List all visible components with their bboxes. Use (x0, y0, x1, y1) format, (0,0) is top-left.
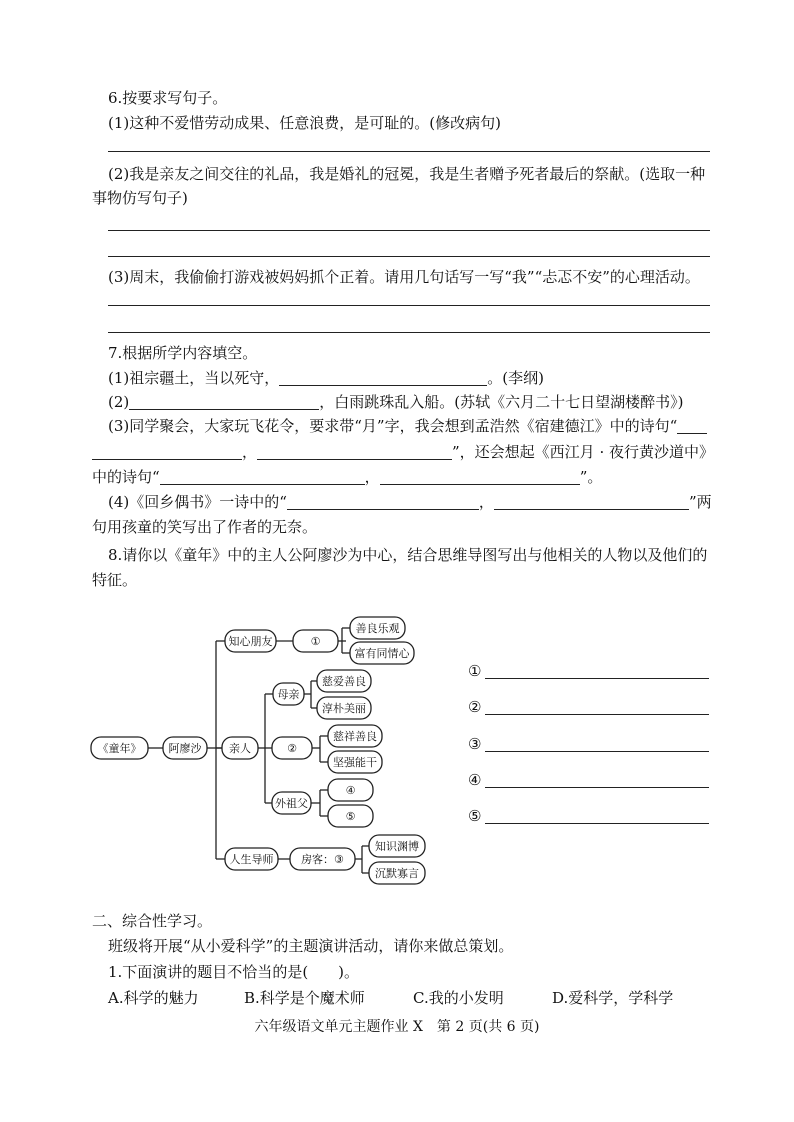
answer-line[interactable] (485, 678, 709, 679)
q7-title: 7.根据所学内容填空。 (108, 344, 258, 362)
svg-text:坚强能干: 坚强能干 (333, 756, 377, 769)
answer-line[interactable] (485, 823, 709, 824)
section2-q1: 1.下面演讲的题目不恰当的是( )。 (108, 963, 360, 981)
q7-line3: (3)同学聚会，大家玩飞花令，要求带“月”字，我会想到孟浩然《宿建德江》中的诗句“ (108, 417, 707, 435)
q6-sub1: (1)这种不爱惜劳动成果、任意浪费，是可耻的。(修改病句) (108, 114, 501, 132)
node-friend-trait-2 (350, 642, 414, 664)
svg-text:沉默寡言: 沉默寡言 (375, 867, 419, 880)
answer-label: ② (468, 698, 482, 716)
q7-line3-cont: ， ”，还会想起《西江月 · 夜行黄沙道中》 (92, 443, 714, 461)
node-lodger[interactable] (290, 848, 355, 870)
q6-sub2-cont: 事物仿写句子) (92, 189, 188, 207)
svg-text:②: ② (287, 742, 297, 755)
node-mother-trait-1 (317, 670, 371, 692)
svg-text:慈爱善良: 慈爱善良 (322, 675, 366, 688)
svg-text:人生导师: 人生导师 (229, 853, 274, 866)
answer-label: ⑤ (468, 807, 482, 825)
svg-text:外祖父: 外祖父 (275, 797, 308, 810)
answer-line[interactable] (485, 787, 709, 788)
node-mother (273, 683, 304, 705)
answer-label: ③ (468, 735, 482, 753)
q8-prompt: 8.请你以《童年》中的主人公阿廖沙为中心，结合思维导图写出与他相关的人物以及他们的 (108, 546, 708, 564)
svg-text:阿廖沙: 阿廖沙 (168, 742, 202, 755)
section2-heading: 二、综合性学习。 (92, 912, 213, 930)
svg-text:母亲: 母亲 (277, 688, 300, 701)
q7-line4: (4)《回乡偶书》一诗中的“ ， ”两 (108, 493, 712, 511)
svg-text:《童年》: 《童年》 (97, 742, 142, 755)
section2-intro: 班级将开展“从小爱科学”的主题演讲活动，请你来做总策划。 (108, 937, 514, 955)
node-grandma-trait-2 (328, 751, 382, 773)
answer-label: ① (468, 662, 482, 680)
q7-line2: (2) ，白雨跳珠乱入船。(苏轼《六月二十七日望湖楼醉书》) (108, 393, 684, 411)
q7-line1: (1)祖宗疆土，当以死守， 。(李纲) (108, 369, 544, 387)
option-d[interactable]: D.爱科学，学科学 (552, 989, 674, 1007)
q6-title: 6.按要求写句子。 (108, 89, 228, 107)
svg-text:淳朴美丽: 淳朴美丽 (322, 702, 366, 715)
page-footer: 六年级语文单元主题作业 X 第 2 页(共 6 页) (254, 1019, 540, 1035)
node-center (163, 737, 207, 759)
svg-text:富有同情心: 富有同情心 (354, 647, 410, 660)
node-blank-5[interactable] (328, 805, 373, 827)
node-lodger-trait-2 (369, 862, 425, 884)
node-mother-trait-2 (317, 697, 371, 719)
answer-label: ④ (468, 771, 482, 789)
svg-text:亲人: 亲人 (229, 742, 251, 755)
svg-text:慈祥善良: 慈祥善良 (333, 730, 377, 743)
svg-text:知心朋友: 知心朋友 (228, 635, 273, 648)
svg-text:知识渊博: 知识渊博 (375, 840, 419, 853)
q6-sub3: (3)周末，我偷偷打游戏被妈妈抓个正着。请用几句话写一写“我”“忐忑不安”的心理活动。 (108, 268, 700, 286)
option-b[interactable]: B.科学是个魔术师 (244, 989, 365, 1007)
node-grandma-trait-1 (328, 725, 382, 747)
node-family (222, 737, 258, 759)
node-blank-4[interactable] (328, 779, 373, 801)
q8-prompt-cont: 特征。 (92, 571, 138, 589)
q7-line4-cont: 句用孩童的笑写出了作者的无奈。 (92, 518, 318, 536)
answer-line[interactable] (485, 714, 709, 715)
node-blank-2[interactable] (272, 737, 312, 759)
option-a[interactable]: A.科学的魅力 (108, 989, 199, 1007)
node-lodger-trait-1 (369, 835, 425, 857)
node-friend-trait-1 (350, 617, 405, 639)
svg-text:⑤: ⑤ (345, 810, 356, 823)
option-c[interactable]: C.我的小发明 (413, 989, 504, 1007)
node-root (91, 737, 148, 759)
node-friend (225, 630, 276, 652)
node-grandpa (272, 792, 311, 814)
svg-text:善良乐观: 善良乐观 (355, 622, 400, 635)
node-blank-1[interactable] (293, 630, 338, 652)
answer-line[interactable] (485, 751, 709, 752)
node-mentor (225, 848, 278, 870)
svg-text:①: ① (310, 635, 321, 648)
svg-text:④: ④ (345, 784, 356, 797)
q6-sub2: (2)我是亲友之间交往的礼品，我是婚礼的冠冕，我是生者赠予死者最后的祭献。(选取一种 (108, 165, 706, 183)
svg-text:房客：③: 房客：③ (301, 853, 344, 866)
q7-line3-end: 中的诗句“ ， ”。 (92, 468, 603, 486)
